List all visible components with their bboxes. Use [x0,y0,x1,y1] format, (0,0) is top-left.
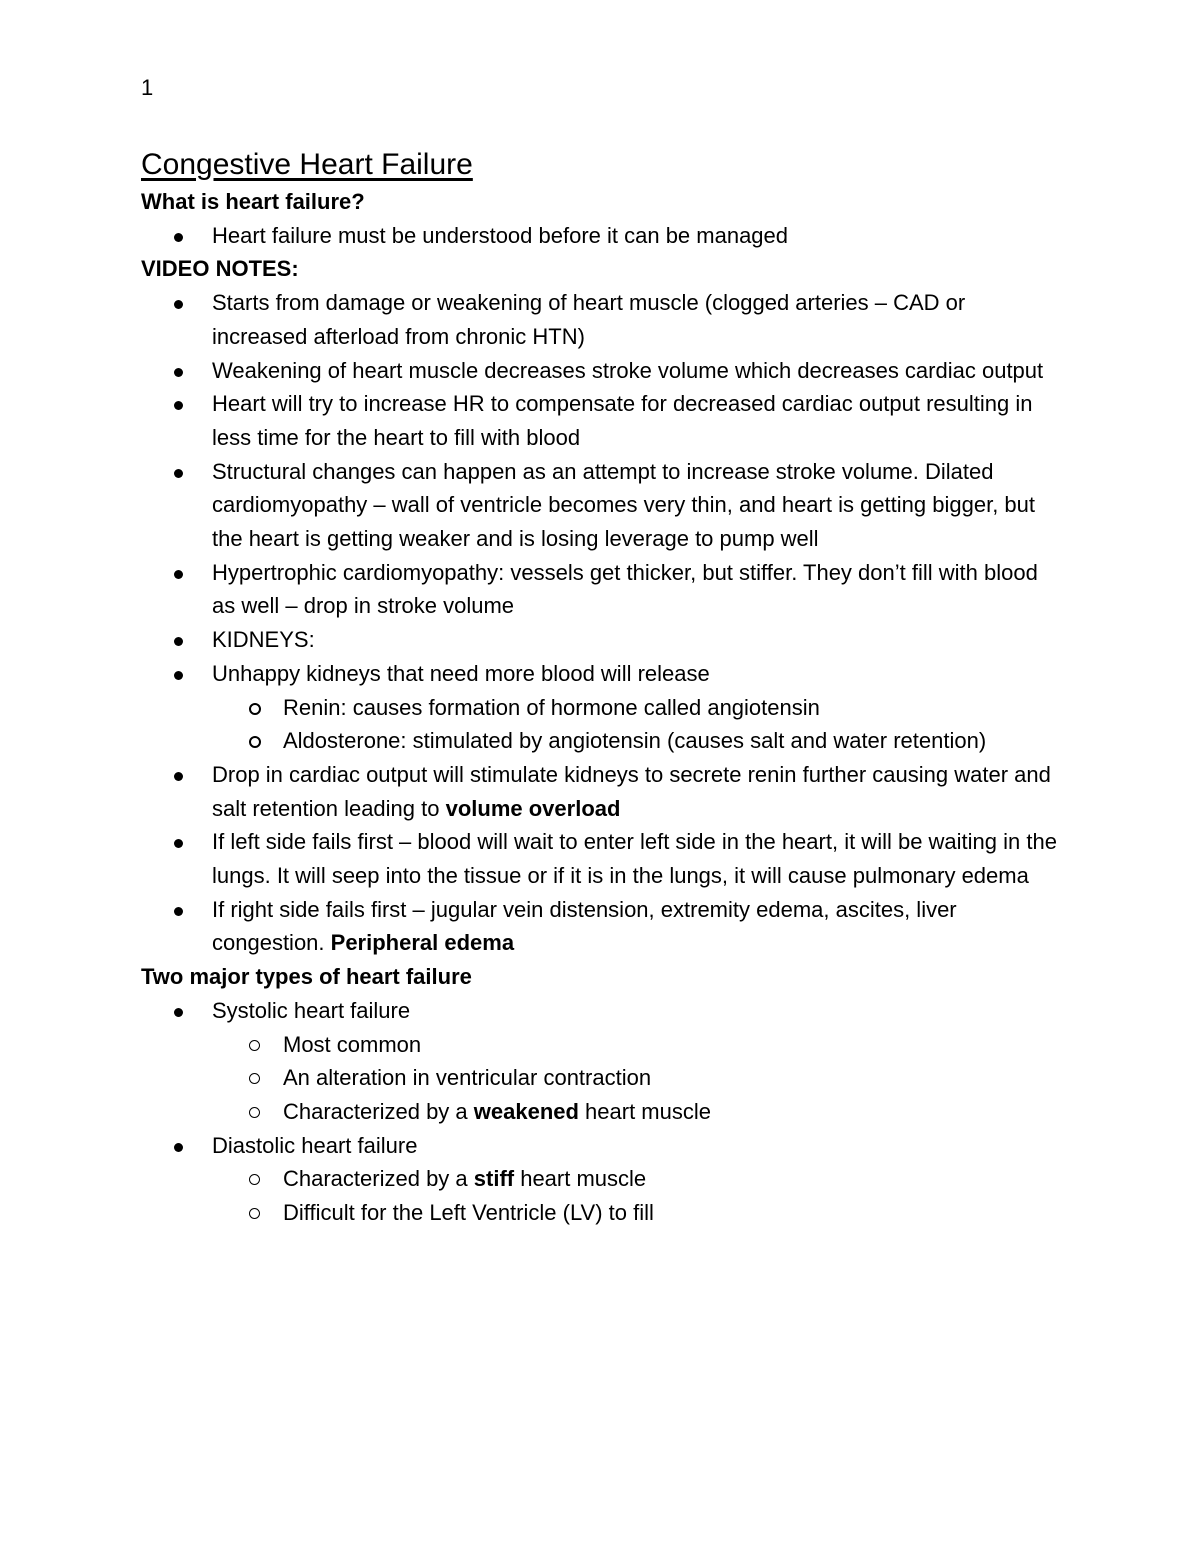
bullet-icon [174,300,183,309]
bullet-list [141,286,1061,960]
emphasis-text: stiff [473,1166,515,1192]
list-item-text: Structural changes can happen as an attempt to increase stroke volume. Dilated cardiomyopathy – wall of ventricle becomes very thin, and heart is getting bigger, but the heart is getting weaker and is losing leverage to pump well [212,458,1036,552]
list-item [212,994,1061,1129]
bullet-icon [174,368,183,377]
list-item-text: KIDNEYS: [212,627,315,653]
hollow-bullet-icon [249,736,261,748]
bullet-icon [174,570,183,579]
list-item-text: Hypertrophic cardiomyopathy: vessels get thicker, but stiffer. They don’t fill with blood as well – drop in stroke volume [212,559,1038,619]
sub-list-item-text: Characterized by a [283,1098,474,1124]
list-item [212,758,1061,825]
list-item [212,219,1061,253]
list-item [212,623,1061,657]
bullet-list [141,219,1061,253]
hollow-bullet-icon [249,1040,260,1051]
list-item [212,825,1061,892]
sub-list-item-text: heart muscle [514,1166,647,1192]
hollow-bullet-icon [249,1073,260,1084]
list-item-text: Heart failure must be understood before it can be managed [212,222,789,248]
section-heading-video-notes: VIDEO NOTES: [141,256,299,282]
page-number: 1 [141,75,154,100]
sub-list-item [283,1028,1061,1062]
list-item [212,893,1061,960]
bullet-icon [174,401,183,410]
list-item [212,455,1061,556]
sub-list-item-text: Characterized by a [283,1166,474,1192]
list-item-text: If right side fails first – jugular vein distension, extremity edema, ascites, liver congestion. [212,896,957,956]
sub-bullet-list [212,1162,1061,1229]
sub-list-item-text: An alteration in ventricular contraction [283,1065,652,1091]
sub-list-item-text: Aldosterone: stimulated by angiotensin (causes salt and water retention) [283,728,987,754]
bullet-icon [174,839,183,848]
emphasis-text: volume overload [445,795,621,821]
emphasis-text: weakened [473,1098,579,1124]
list-item [212,1129,1061,1230]
hollow-bullet-icon [249,1174,260,1185]
section-heading-what-is: What is heart failure? [141,189,365,214]
list-item [212,387,1061,454]
sub-list-item [283,1196,1061,1230]
sub-list-item [283,1162,1061,1196]
hollow-bullet-icon [249,1107,260,1118]
list-item [212,286,1061,353]
sub-list-item [283,1095,1061,1129]
list-item-text: Systolic heart failure [212,997,411,1023]
sub-list-item-text: Most common [283,1031,422,1057]
sub-bullet-list [212,1028,1061,1129]
sub-list-item [283,724,1061,758]
sub-list-item-text: heart muscle [578,1098,711,1124]
list-item [212,354,1061,388]
list-item-text: Diastolic heart failure [212,1132,418,1158]
section-heading-types: Two major types of heart failure [141,964,472,990]
sub-bullet-list [212,691,1061,758]
list-item [212,657,1061,758]
list-item-text: If left side fails first – blood will wait to enter left side in the heart, it will be waiting in the lungs. It will seep into the tissue or if it is in the lungs, it will cause pulmonary edema [212,829,1057,889]
bullet-icon [174,907,183,916]
bullet-list [141,994,1061,1230]
list-item-text: Starts from damage or weakening of heart muscle (clogged arteries – CAD or increased afterload from chronic HTN) [212,290,966,349]
bullet-icon [174,637,183,646]
sub-list-item-text: Difficult for the Left Ventricle (LV) to fill [283,1200,654,1226]
sub-list-item-text: Renin: causes formation of hormone called angiotensin [283,694,820,720]
bullet-icon [174,671,183,680]
bullet-icon [174,1008,183,1017]
hollow-bullet-icon [249,703,261,715]
bullet-icon [174,772,183,781]
sub-list-item [283,691,1061,725]
list-item-text: Weakening of heart muscle decreases stroke volume which decreases cardiac output [212,357,1044,383]
emphasis-text: Peripheral edema [330,930,515,956]
list-item [212,556,1061,623]
document-title: Congestive Heart Failure [141,148,473,181]
list-item-text: Drop in cardiac output will stimulate kidneys to secrete renin further causing water and salt retention leading to [212,761,1051,821]
bullet-icon [174,1143,183,1152]
list-item-text: Heart will try to increase HR to compensate for decreased cardiac output resulting in less time for the heart to fill with blood [212,391,1033,450]
bullet-icon [174,233,183,242]
hollow-bullet-icon [249,1208,260,1219]
document-body [141,145,1061,1230]
list-item-text: Unhappy kidneys that need more blood will release [212,660,710,686]
sub-list-item [283,1061,1061,1095]
bullet-icon [174,469,183,478]
